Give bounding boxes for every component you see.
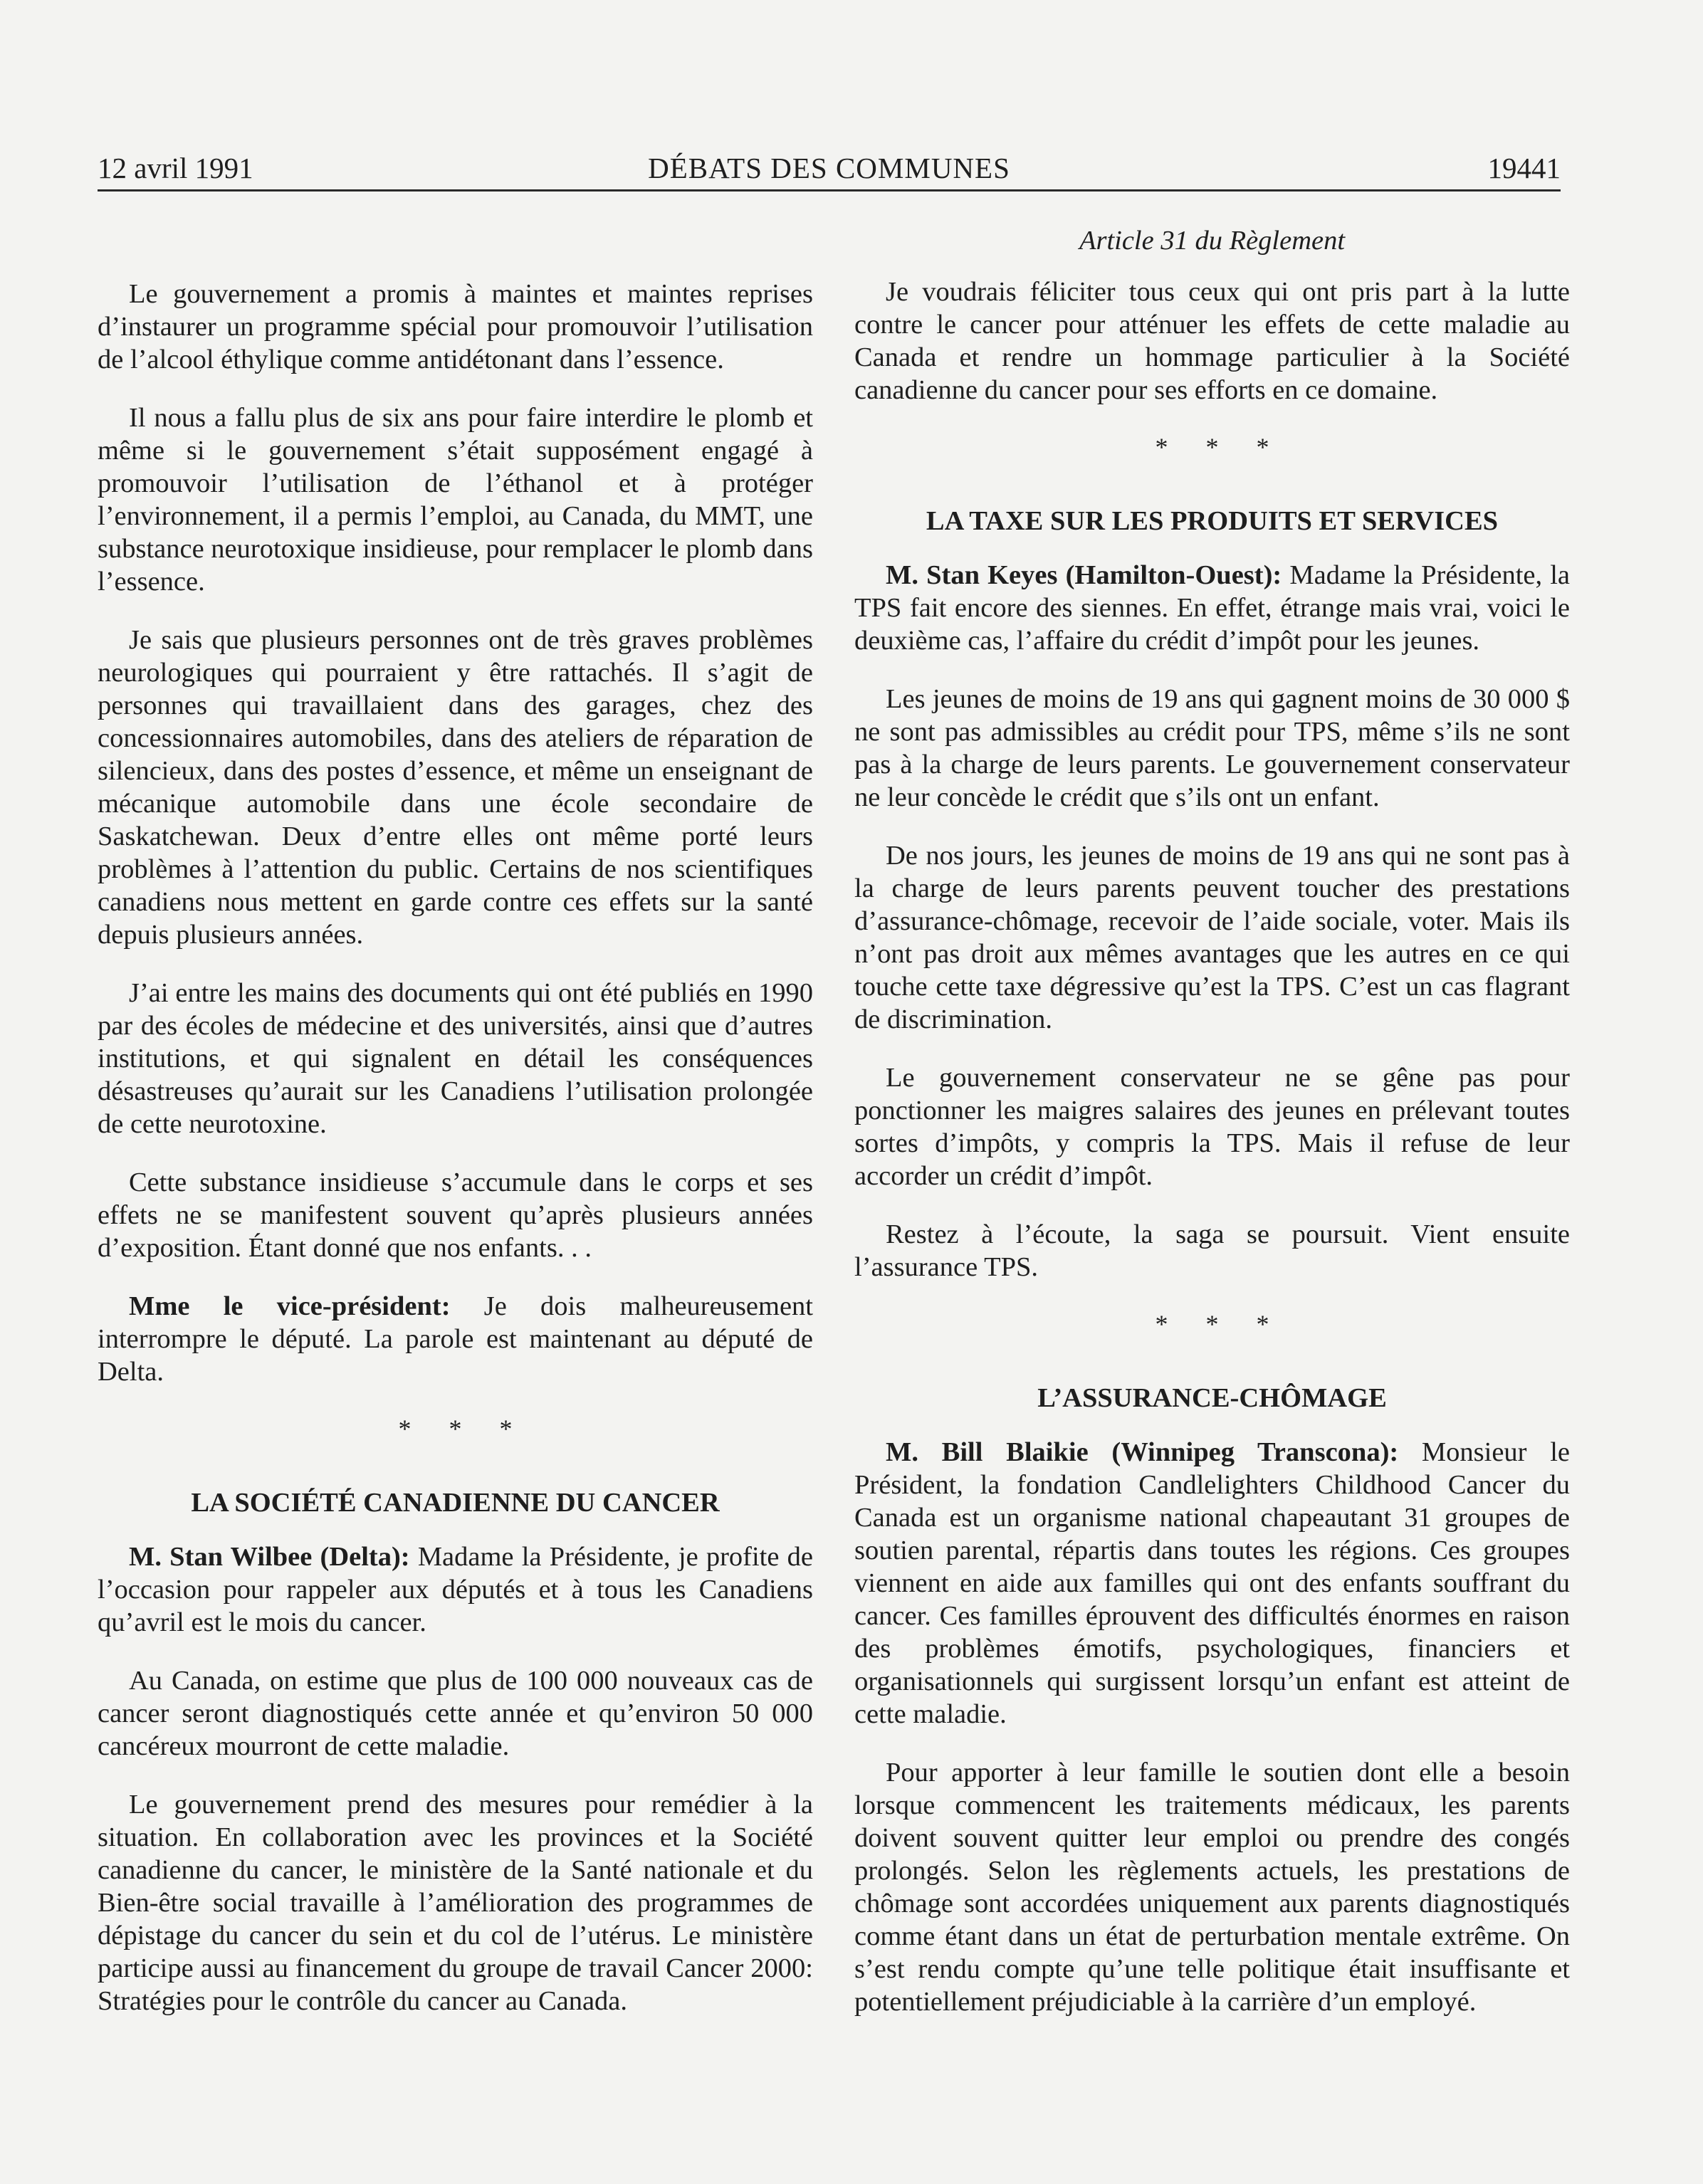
paragraph: Les jeunes de moins de 19 ans qui gagnent moins de 30 000 $ ne sont pas admissibles au crédit pour TPS, même s’ils ne sont pas à la charge de leurs parents. Le gouvernement conservateur ne leur concède le crédit que s’ils ont un enfant.: [854, 684, 1570, 812]
paragraph: Le gouvernement prend des mesures pour remédier à la situation. En collaboration avec les provinces et la Société canadienne du cancer, le ministère de la Santé nationale et du Bien-être social travaille à l’amélioration des programmes de dépistage du cancer du sein et du col de l’utérus. Le ministère participe aussi au financement du groupe de travail Cancer 2000: Stratégies pour le contrôle du cancer au Canada.: [98, 1790, 813, 2016]
section-heading: L’ASSURANCE-CHÔMAGE: [1037, 1383, 1387, 1413]
speaker-name: Mme le vice-président:: [129, 1291, 451, 1321]
speech-text: Madame la Présidente, je profite de l’occasion pour rappeler aux députés et à tous les Canadiens qu’avril est le mois du cancer.: [98, 1542, 813, 1637]
paragraph: Le gouvernement a promis à maintes et maintes reprises d’instaurer un programme spécial pour promouvoir l’utilisation de l’alcool éthylique comme antidétonant dans l’essence.: [98, 279, 813, 374]
paragraph: Pour apporter à leur famille le soutien dont elle a besoin lorsque commencent les traitements médicaux, les parents doivent souvent quitter leur emploi ou prendre des congés prolongés. Selon les règlements actuels, les prestations de chômage sont accordées uniquement aux parents diagnostiqués comme étant dans un état de perturbation mentale extrême. On s’est rendu compte qu’une telle politique était insuffisante et potentiellement préjudiciable à la carrière d’un employé.: [854, 1758, 1570, 2017]
speaker-name: M. Stan Wilbee (Delta):: [129, 1542, 410, 1572]
paragraph: [98, 1290, 813, 1388]
paragraph: Cette substance insidieuse s’accumule dans le corps et ses effets ne se manifestent souvent qu’après plusieurs années d’exposition. Étant donné que nos enfants. . .: [98, 1167, 813, 1263]
section-heading: LA SOCIÉTÉ CANADIENNE DU CANCER: [191, 1488, 720, 1518]
rubric-label: Article 31 du Règlement: [1079, 226, 1346, 256]
section-heading: LA TAXE SUR LES PRODUITS ET SERVICES: [926, 506, 1499, 536]
speech-text: Je dois malheureusement interrompre le député. La parole est maintenant au député de Delta.: [98, 1291, 813, 1387]
header-title: DÉBATS DES COMMUNES: [648, 152, 1010, 184]
page-header: [98, 148, 1561, 191]
paragraph: J’ai entre les mains des documents qui ont été publiés en 1990 par des écoles de médecine et des universités, ainsi que d’autres institutions, et qui signalent en détail les conséquences désastreuses qu’aurait sur les Canadiens l’utilisation prolongée de cette neurotoxine.: [98, 978, 813, 1139]
paragraph: Il nous a fallu plus de six ans pour faire interdire le plomb et même si le gouvernement s’était supposément engagé à promouvoir l’utilisation de l’éthanol et à protéger l’environnement, il a permis l’emploi, au Canada, du MMT, une substance neurotoxique insidieuse, pour remplacer le plomb dans l’essence.: [98, 403, 814, 597]
paragraph: [98, 1540, 813, 1639]
left-column: [98, 278, 813, 2043]
header-page-number: 19441: [1487, 152, 1561, 184]
section-separator: * * *: [398, 1414, 528, 1443]
section-separator: * * *: [1155, 433, 1285, 461]
paragraph: Je sais que plusieurs personnes ont de très graves problèmes neurologiques qui pourraient y être rattachés. Il s’agit de personnes qui travaillaient dans des garages, chez des concessionnaires automobiles, dans des ateliers de réparation de silencieux, dans des postes d’essence, et même un enseignant de mécanique automobile dans une école secondaire de Saskatchewan. Deux d’entre elles ont même porté leurs problèmes à l’attention du public. Certains de nos scientifiques canadiens nous mettent en garde contre ces effets sur la santé depuis plusieurs années.: [98, 625, 813, 950]
paragraph: De nos jours, les jeunes de moins de 19 ans qui ne sont pas à la charge de leurs parents peuvent toucher des prestations d’assurance-chômage, recevoir de l’aide sociale, voter. Mais ils n’ont pas droit aux mêmes avantages que les autres en ce qui touche cette taxe dégressive qu’est la TPS. C’est un cas flagrant de discrimination.: [854, 841, 1570, 1034]
paragraph: [854, 1436, 1570, 1731]
paragraph: Je voudrais féliciter tous ceux qui ont pris part à la lutte contre le cancer pour atténuer les effets de cette maladie au Canada et rendre un hommage particulier à la Société canadienne du cancer pour ses efforts en ce domaine.: [854, 277, 1570, 405]
speaker-name: M. Bill Blaikie (Winnipeg Transcona):: [886, 1437, 1399, 1467]
section-separator: * * *: [1155, 1310, 1285, 1338]
paragraph: [854, 559, 1570, 657]
right-column: [854, 217, 1570, 2044]
speech-text: Madame la Présidente, la TPS fait encore des siennes. En effet, étrange mais vrai, voici le deuxième cas, l’affaire du crédit d’impôt pour les jeunes.: [854, 560, 1571, 656]
paragraph: Restez à l’écoute, la saga se poursuit. Vient ensuite l’assurance TPS.: [854, 1219, 1570, 1282]
header-date: 12 avril 1991: [98, 152, 253, 184]
paragraph: Le gouvernement conservateur ne se gêne pas pour ponctionner les maigres salaires des jeunes en prélevant toutes sortes d’impôts, y compris la TPS. Mais il refuse de leur accorder un crédit d’impôt.: [854, 1063, 1570, 1191]
speaker-name: M. Stan Keyes (Hamilton-Ouest):: [886, 560, 1282, 590]
speech-text: Monsieur le Président, la fondation Candlelighters Childhood Cancer du Canada est un organisme national chapeautant 31 groupes de soutien parental, répartis dans toutes les régions. Ces groupes viennent en aide aux familles qui ont des enfants souffrant du cancer. Ces familles éprouvent des difficultés énormes en raison des problèmes émotifs, psychologiques, financiers et organisationnels qui surgissent lorsqu’un enfant est atteint de cette maladie.: [854, 1437, 1571, 1729]
paragraph: Au Canada, on estime que plus de 100 000 nouveaux cas de cancer seront diagnostiqués cette année et qu’environ 50 000 cancéreux mourront de cette maladie.: [98, 1666, 813, 1761]
